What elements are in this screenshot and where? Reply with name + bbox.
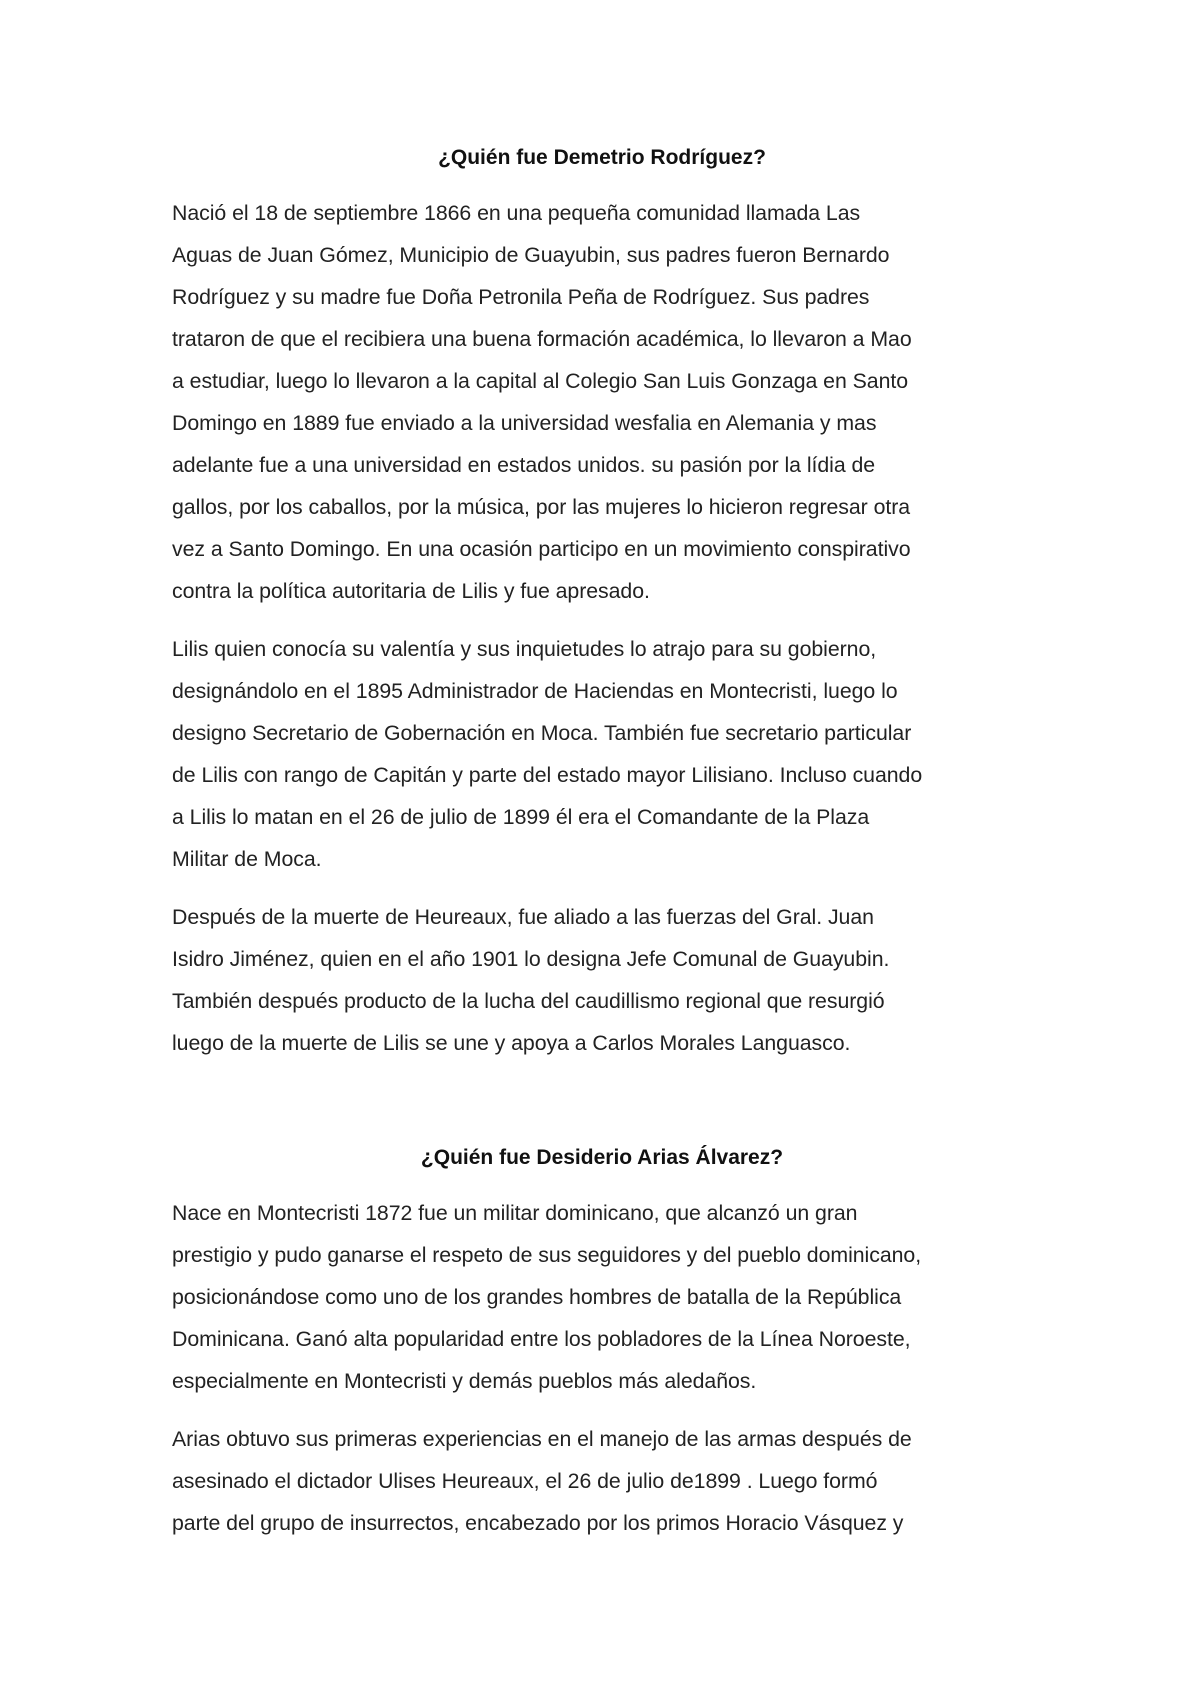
text-line: Aguas de Juan Gómez, Municipio de Guayubin, sus padres fueron Bernardo [172, 243, 890, 267]
text-line: Nació el 18 de septiembre 1866 en una pequeña comunidad llamada Las [172, 201, 861, 225]
text-line: También después producto de la lucha del caudillismo regional que resurgió [172, 989, 885, 1013]
text-line: de Lilis con rango de Capitán y parte del estado mayor Lilisiano. Incluso cuando [172, 763, 923, 787]
paragraph [172, 192, 1042, 612]
text-line: contra la política autoritaria de Lilis y fue apresado. [172, 579, 650, 603]
text-line: vez a Santo Domingo. En una ocasión participo en un movimiento conspirativo [172, 537, 911, 561]
text-line: posicionándose como uno de los grandes hombres de batalla de la República [172, 1285, 902, 1309]
text-line: adelante fue a una universidad en estados unidos. su pasión por la lídia de [172, 453, 876, 477]
text-line: luego de la muerte de Lilis se une y apoya a Carlos Morales Languasco. [172, 1031, 851, 1055]
text-line: a estudiar, luego lo llevaron a la capital al Colegio San Luis Gonzaga en Santo [172, 369, 909, 393]
section-heading: ¿Quién fue Demetrio Rodríguez? [438, 146, 766, 169]
text-line: Militar de Moca. [172, 847, 322, 871]
text-line: Domingo en 1889 fue enviado a la universidad wesfalia en Alemania y mas [172, 411, 877, 435]
text-line: Nace en Montecristi 1872 fue un militar dominicano, que alcanzó un gran [172, 1201, 858, 1225]
text-line: especialmente en Montecristi y demás pueblos más aledaños. [172, 1369, 757, 1393]
section-spacer [172, 1080, 1042, 1140]
document-content [172, 140, 1042, 1560]
paragraph [172, 1192, 1042, 1402]
text-line: gallos, por los caballos, por la música, por las mujeres lo hicieron regresar otra [172, 495, 911, 519]
section-desiderio-arias [172, 1140, 1042, 1544]
section-demetrio-rodriguez [172, 140, 1042, 1064]
paragraph [172, 628, 1042, 880]
text-line: parte del grupo de insurrectos, encabezado por los primos Horacio Vásquez y [172, 1511, 904, 1535]
text-line: Dominicana. Ganó alta popularidad entre los pobladores de la Línea Noroeste, [172, 1327, 911, 1351]
section-heading: ¿Quién fue Desiderio Arias Álvarez? [420, 1146, 784, 1169]
text-line: Isidro Jiménez, quien en el año 1901 lo designa Jefe Comunal de Guayubin. [172, 947, 890, 971]
text-line: trataron de que el recibiera una buena formación académica, lo llevaron a Mao [172, 327, 912, 351]
text-line: designo Secretario de Gobernación en Moca. También fue secretario particular [172, 721, 912, 745]
text-line: a Lilis lo matan en el 26 de julio de 1899 él era el Comandante de la Plaza [172, 805, 870, 829]
text-line: Arias obtuvo sus primeras experiencias en el manejo de las armas después de [172, 1427, 912, 1451]
text-line: prestigio y pudo ganarse el respeto de sus seguidores y del pueblo dominicano, [172, 1243, 922, 1267]
text-line: Rodríguez y su madre fue Doña Petronila Peña de Rodríguez. Sus padres [172, 285, 870, 309]
text-line: asesinado el dictador Ulises Heureaux, el 26 de julio de1899 . Luego formó [172, 1469, 878, 1493]
text-line: Después de la muerte de Heureaux, fue aliado a las fuerzas del Gral. Juan [172, 905, 874, 929]
paragraph [172, 1418, 1042, 1544]
paragraph [172, 896, 1042, 1064]
text-line: Lilis quien conocía su valentía y sus inquietudes lo atrajo para su gobierno, [172, 637, 877, 661]
text-line: designándolo en el 1895 Administrador de Haciendas en Montecristi, luego lo [172, 679, 898, 703]
